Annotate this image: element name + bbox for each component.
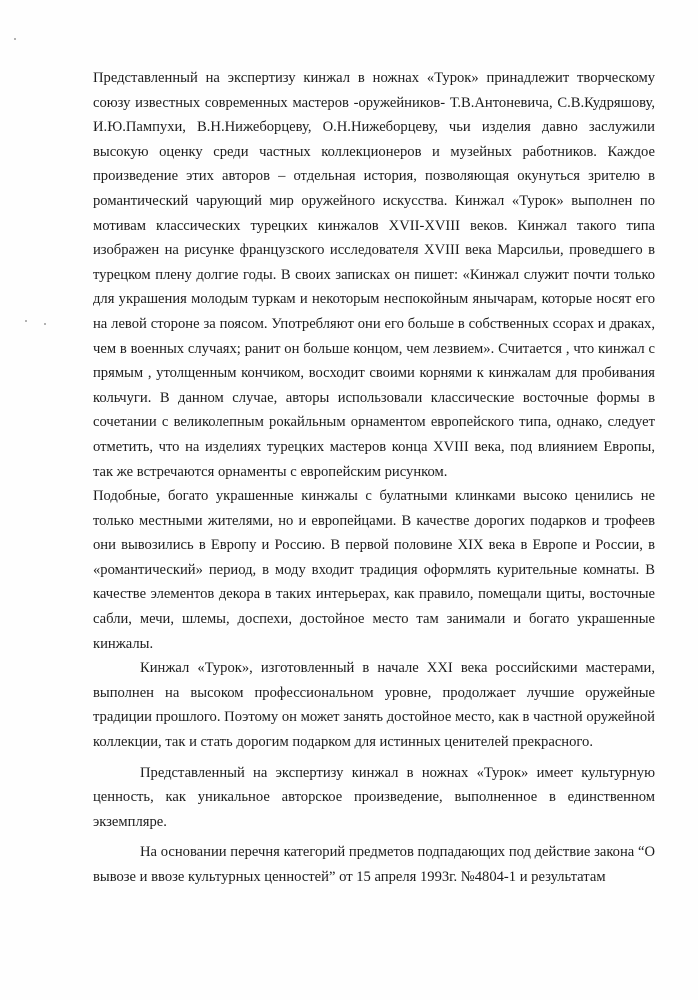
paragraph-2: Подобные, богато украшенные кинжалы с булатными клинками высоко ценились не только местными жителями, но и европейцами. В качестве дорогих подарков и трофеев они вывозились в Европу и Россию. В первой половине XIX века в Европе и России, в «романтический» период, в моду входит традиция оформлять курительные комнаты. В качестве элементов декора в таких интерьерах, как правило, помещали щиты, восточные сабли, мечи, шлемы, доспехи, достойное место там занимали и богато украшенные кинжалы. [93, 488, 655, 652]
paragraph-5: На основании перечня категорий предметов подпадающих под действие закона “О вывозе и ввозе культурных ценностей” от 15 апреля 1993г. №4804-1 и результатам [93, 844, 655, 885]
paragraph-3: Кинжал «Турок», изготовленный в начале XXI века российскими мастерами, выполнен на высоком профессиональном уровне, продолжает лучшие оружейные традиции прошлого. Поэтому он может занять достойное место, как в частной оружейной коллекции, так и стать дорогим подарком для истинных ценителей прекрасного. [93, 660, 655, 751]
scan-speck [14, 38, 16, 40]
scan-speck [25, 320, 27, 322]
paragraph-4: Представленный на экспертизу кинжал в ножнах «Турок» имеет культурную ценность, как уникальное авторское произведение, выполненное в единственном экземпляре. [93, 764, 655, 830]
paragraph-1: Представленный на экспертизу кинжал в ножнах «Турок» принадлежит творческому союзу известных современных мастеров -оружейников- Т.В.Антоневича, С.В.Кудряшову, И.Ю.Пампухи, В.Н.Нижеборцеву, О.Н.Нижеборцеву, чьи изделия давно заслужили высокую оценку среди частных коллекционеров и музейных работников. Каждое произведение этих авторов – отдельная история, позволяющая окунуться зрителю в романтический чарующий мир оружейного искусства. Кинжал «Турок» выполнен по мотивам классических турецких кинжалов XVII-XVIII веков. Кинжал такого типа изображен на рисунке французского исследователя XVIII века Марсильи, проведшего в турецком плену долгие годы. В своих записках он пишет: «Кинжал служит почти только для украшения молодым туркам и некоторым неспокойным янычарам, которые носят его на левой стороне за поясом. Употребляют они его больше в собственных ссорах и драках, чем в военных случаях; ранит он больше концом, чем лезвием». Считается , что кинжал с прямым , утолщенным кончиком, восходит своими корнями к кинжалам для пробивания кольчуги. В данном случае, авторы использовали классические восточные формы в сочетании с великолепным рокайльным орнаментом европейского типа, однако, следует отметить, что на изделиях турецких мастеров конца XVIII века, под влиянием Европы, так же встречаются орнаменты с европейским рисунком. [93, 70, 655, 480]
document-body [93, 66, 655, 890]
scan-speck [44, 323, 46, 325]
